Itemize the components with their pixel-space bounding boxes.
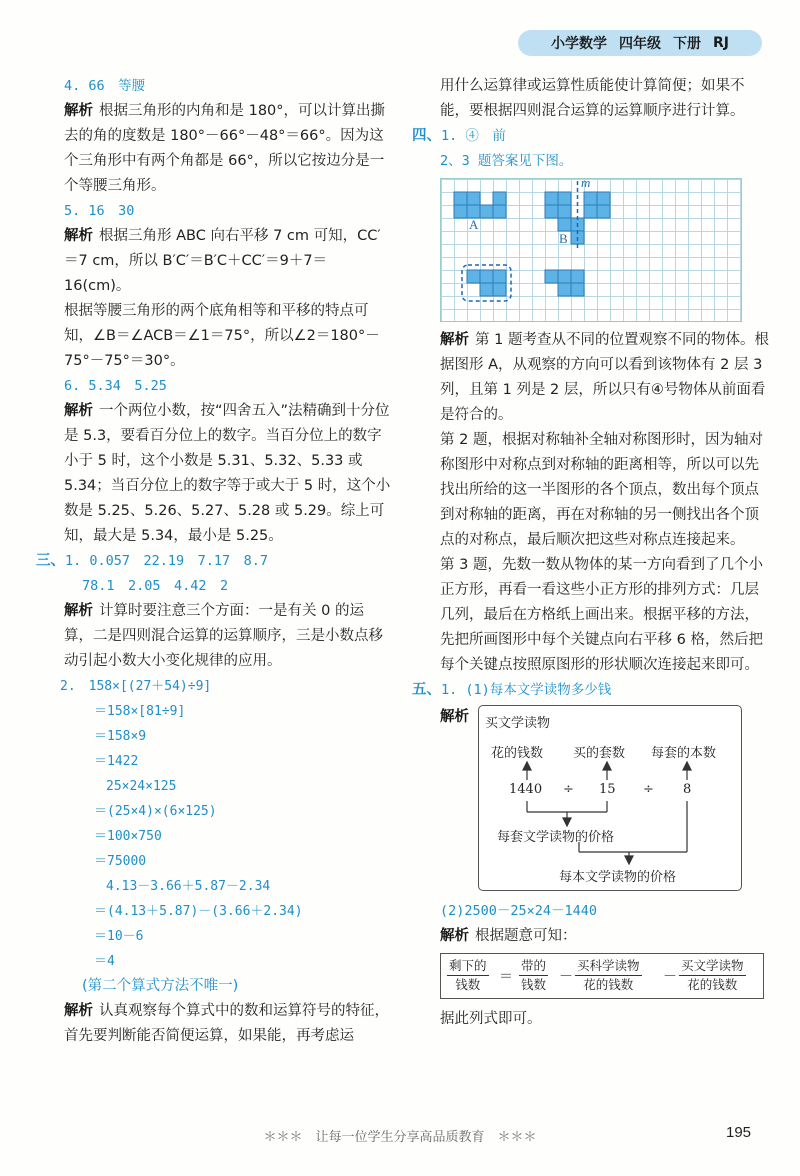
calc-line: ＝75000 [94,854,147,869]
word-equation [440,953,764,999]
diagram-row [412,705,770,891]
section-3-label: 三、 [36,553,65,569]
analysis-label: 解析 [64,603,93,619]
calc-line: 2. 158×[(27＋54)÷9] [60,679,212,694]
term-remaining: 剩下的 钱数 [449,958,487,992]
fig-label-b: B [559,231,568,246]
diagram-arrows [479,706,741,890]
calc-line: ＝4 [94,954,115,969]
term-literature: 买文学读物 花的钱数 [681,958,744,992]
analysis-label: 解析 [440,332,469,348]
q4-answer: 4. 66 等腰 [64,78,146,94]
analysis-label: 解析 [64,228,93,244]
sec5-q1: 五、1. (1)每本文学读物多少钱 [412,682,612,698]
fig-label-m: m [581,175,591,190]
calc-line: ＝158×9 [94,729,147,744]
diagram-label-3: 每套的本数 [651,746,717,761]
q5-analysis: 解析 根据三角形 ABC 向右平移 7 cm 可知，CC′＝7 cm，所以 B′C′＝B′C＋CC′＝9＋7＝16(cm)。 [64,228,381,294]
diagram-op-2: ÷ [643,782,654,797]
minus-sign: － [663,969,677,985]
sec3-q1-analysis: 解析 计算时要注意三个方面：一是有关 0 的运算，二是四则混合运算的运算顺序，三是小数点移动引起小数大小变化规律的应用。 [64,603,383,669]
q5-answer: 5. 16 30 [64,203,135,219]
grid-shapes [441,179,741,321]
sec3-q2-analysis: 解析 认真观察每个算式中的数和运算符号的特征，首先要判断能否简便运算，如果能，再考虑运 [64,1003,389,1044]
fig-label-a: A [469,217,479,232]
header-subject: 小学数学 [551,36,607,52]
q6-answer: 6. 5.34 5.25 [64,378,167,394]
grid-figure [440,175,742,322]
analysis-label: 解析 [64,103,93,119]
calc-line: 25×24×125 [106,779,177,794]
sec4-q1: 四、1. ④ 前 [412,128,506,144]
sec5-q2-analysis: 解析 根据题意可知： [440,928,577,944]
diagram-num-3: 8 [683,782,692,797]
sec5-q2: (2)2500－25×24－1440 [440,903,598,919]
footer-slogan: ＊＊＊ 让每一位学生分享高品质教育 ＊＊＊ [263,1130,537,1145]
analysis-label: 解析 [64,403,93,419]
header-volume: 下册 [673,36,701,52]
calc-line: 4.13－3.66＋5.87－2.34 [106,879,271,894]
calc-line: ＝1422 [94,754,139,769]
header-banner [518,30,762,56]
left-column [36,74,392,1049]
term-brought: 带的 钱数 [521,958,547,992]
diagram-label-1: 花的钱数 [491,746,544,761]
calc-line: ＝158×[81÷9] [94,704,186,719]
diagram-result-1: 每套文学读物的价格 [497,830,615,845]
page-number: 195 [726,1124,752,1141]
calc-line: ＝(25×4)×(6×125) [94,804,217,819]
sec4-analysis-2: 第 2 题，根据对称轴补全轴对称图形时，因为轴对称图形中对称点到对称轴的距离相等，所以可以先找出所给的这一半图形的各个顶点，数出每个顶点到对称轴的距离，再在对称轴的另一侧找出各个顶点的对称点，最后顺次把这些对称点连接起来。 [440,432,763,548]
calc-line: ＝(4.13＋5.87)－(3.66＋2.34) [94,904,303,919]
calc-note: (第二个算式方法不唯一) [82,978,239,994]
sec4-q23: 2、3 题答案见下图。 [440,153,573,169]
diagram-num-2: 15 [599,782,616,797]
diagram-title: 买文学读物 [485,716,551,731]
header-grade: 四年级 [619,36,661,52]
analysis-label: 解析 [440,709,469,725]
analysis-label: 解析 [64,1003,93,1019]
header-edition: RJ [713,35,729,51]
sec4-analysis-1: 解析 第 1 题考查从不同的位置观察不同的物体。根据图形 A，从观察的方向可以看到该物体有 2 层 3 列，且第 1 列是 2 层，所以只有④号物体从前面看是符合的。 [440,332,769,423]
q6-analysis: 解析 一个两位小数，按“四舍五入”法精确到十分位是 5.3，要看百分位上的数字。当百分位上的数字小于 5 时，这个小数是 5.31、5.32、5.33 或 5.34；当百分位上的数字等于或大于 5 时，这个小数是 5.25、5.26、5.27、5.28 或 5.29。综上可知，最大是 5.34，最小是 5.25。 [64,403,391,544]
right-column [412,74,770,1032]
equals-sign: ＝ [499,969,513,985]
section-5-label: 五、 [412,682,441,698]
q4-analysis: 解析 根据三角形的内角和是 180°，可以计算出撕去的角的度数是 180°－66°－48°＝66°。因为这个三角形中有两个角都是 66°，所以它按边分是一个等腰三角形。 [64,103,386,194]
diagram-num-1: 1440 [509,782,543,797]
calc-line: ＝100×750 [94,829,162,844]
section-4-label: 四、 [412,128,441,144]
calc-line: ＝10－6 [94,929,144,944]
analysis-label: 解析 [440,928,469,944]
q5-extra: 根据等腰三角形的两个底角相等和平移的特点可知，∠B＝∠ACB＝∠1＝75°，所以∠2＝180°－75°－75°＝30°。 [64,303,380,369]
continued-text: 用什么运算律或运算性质能使计算简便；如果不能，要根据四则混合运算的运算顺序进行计算。 [440,78,745,119]
calculation-block [36,674,392,974]
diagram-op-1: ÷ [563,782,574,797]
diagram-label-2: 买的套数 [573,746,626,761]
diagram-result-2: 每本文学读物的价格 [559,870,677,885]
sec4-analysis-3: 第 3 题，先数一数从物体的某一方向看到了几个小正方形，再看一看这些小正方形的排列方式：几层几列，最后在方格纸上画出来。根据平移的方法，先把所画图形中每个关键点向右平移 6 格，然后把每个关键点按照原图形的形状顺次连接起来即可。 [440,557,763,673]
sec5-final: 据此列式即可。 [440,1011,542,1027]
minus-sign: － [559,969,573,985]
reasoning-diagram [478,705,742,891]
sec3-q1-row2: 78.1 2.05 4.42 2 [82,578,229,594]
term-science: 买科学读物 花的钱数 [577,958,640,992]
sec3-q1-row1: 三、1. 0.057 22.19 7.17 8.7 [36,553,269,569]
